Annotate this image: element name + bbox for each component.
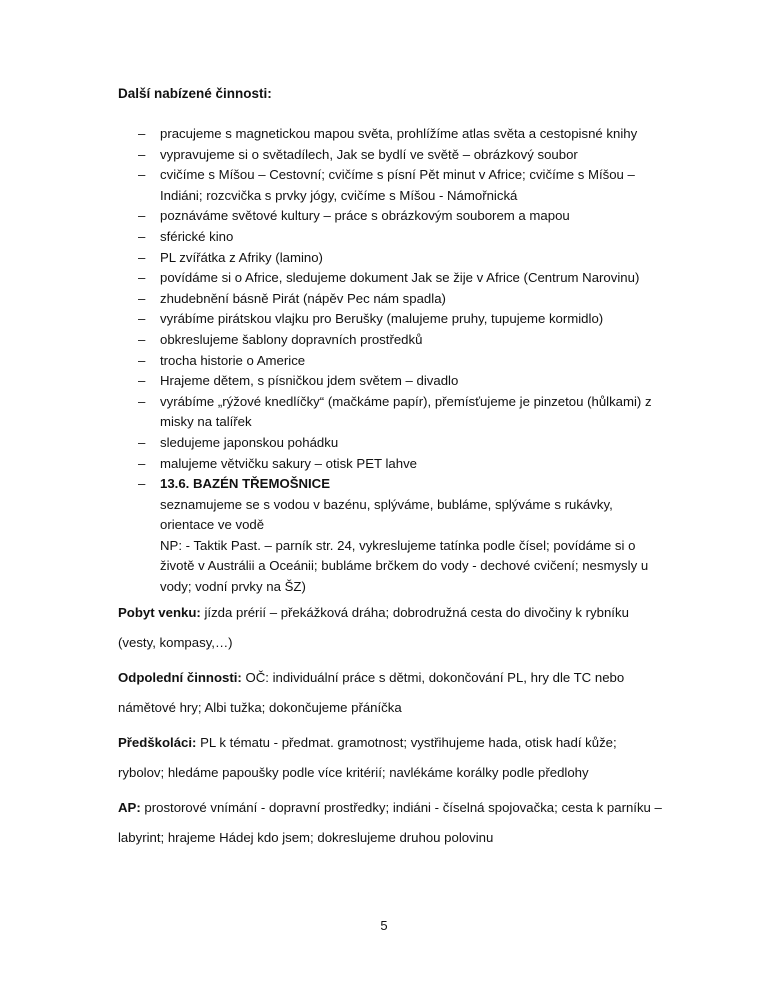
list-item-text: PL zvířátka z Afriky (lamino) xyxy=(160,249,323,265)
list-item xyxy=(138,206,668,227)
section-heading: Další nabízené činnosti: xyxy=(118,86,272,101)
list-item-text: Hrajeme dětem, s písničkou jdem světem – divadlo xyxy=(160,373,459,389)
bullet-dash: – xyxy=(138,249,146,265)
paragraph-ap xyxy=(118,793,663,852)
bullet-dash: – xyxy=(138,373,146,389)
bullet-dash: – xyxy=(138,167,146,183)
bullet-dash: – xyxy=(138,476,146,492)
list-item-text: obkreslujeme šablony dopravních prostředků xyxy=(160,331,423,347)
list-item-text: sférické kino xyxy=(160,228,234,244)
list-item-pool xyxy=(138,474,668,598)
paragraph-text: PL k tématu - předmat. gramotnost; vystřihujeme hada, otisk hadí kůže; rybolov; hledáme papoušky podle více kritérií; navlékáme korálky podle předlohy xyxy=(118,735,617,780)
bullet-dash: – xyxy=(138,290,146,306)
list-item-text: zhudebnění básně Pirát (nápěv Pec nám spadla) xyxy=(160,290,446,306)
page-number: 5 xyxy=(380,918,388,933)
list-item-text: vyrábíme „rýžové knedlíčky“ (mačkáme papír), přemísťujeme je pinzetou (hůlkami) z misky na talířek xyxy=(160,393,652,430)
paragraph-text: OČ: individuální práce s dětmi, dokončování PL, hry dle TC nebo námětové hry; Albi tužka; dokončujeme přáníčka xyxy=(118,670,625,715)
bullet-dash: – xyxy=(138,126,146,141)
paragraph-preschoolers xyxy=(118,728,663,787)
paragraph-text: prostorové vnímání - dopravní prostředky; indiáni - číselná spojovačka; cesta k parníku – labyrint; hrajeme Hádej kdo jsem; dokreslujeme druhou polovinu xyxy=(118,800,662,845)
list-item-text: povídáme si o Africe, sledujeme dokument Jak se žije v Africe (Centrum Narovinu) xyxy=(160,270,640,286)
list-item-text: vypravujeme si o světadílech, Jak se bydlí ve světě – obrázkový soubor xyxy=(160,146,578,162)
bullet-dash: – xyxy=(138,352,146,368)
list-item xyxy=(138,145,668,166)
list-item xyxy=(138,392,668,433)
paragraph-label: AP: xyxy=(118,800,141,815)
paragraph-label: Předškoláci: xyxy=(118,735,197,750)
bullet-dash: – xyxy=(138,393,146,409)
pool-text: seznamujeme se s vodou v bazénu, splýváme, bubláme, splýváme s rukávky, orientace ve vodě xyxy=(160,496,613,533)
paragraph-label: Pobyt venku: xyxy=(118,605,201,620)
list-item xyxy=(138,351,668,372)
list-item xyxy=(138,268,668,289)
list-item xyxy=(138,309,668,330)
list-item xyxy=(138,248,668,269)
bullet-dash: – xyxy=(138,434,146,450)
list-item xyxy=(138,433,668,454)
pool-title: 13.6. BAZÉN TŘEMOŠNICE xyxy=(160,476,331,492)
list-item-text: vyrábíme pirátskou vlajku pro Berušky (malujeme pruhy, tupujeme kormidlo) xyxy=(160,311,604,327)
bullet-dash: – xyxy=(138,146,146,162)
list-item xyxy=(138,454,668,475)
list-item xyxy=(138,165,668,206)
pool-np-text: NP: - Taktik Past. – parník str. 24, vykreslujeme tatínka podle čísel; povídáme si o životě v Austrálii a Oceánii; bubláme brčkem do vody - dechové cvičení; nesmysly u vody; vodní prvky na ŠZ) xyxy=(160,537,649,595)
activity-list xyxy=(138,124,668,598)
paragraph-outdoor xyxy=(118,598,663,657)
bullet-dash: – xyxy=(138,228,146,244)
list-item-text: malujeme větvičku sakury – otisk PET lahve xyxy=(160,455,418,471)
paragraph-text: jízda prérií – překážková dráha; dobrodružná cesta do divočiny k rybníku (vesty, kompasy,…) xyxy=(118,605,629,650)
bullet-dash: – xyxy=(138,208,146,224)
bullet-dash: – xyxy=(138,331,146,347)
paragraph-label: Odpolední činnosti: xyxy=(118,670,242,685)
list-item xyxy=(138,330,668,351)
list-item-text: cvičíme s Míšou – Cestovní; cvičíme s písní Pět minut v Africe; cvičíme s Míšou – Indiáni; rozcvička s prvky jógy, cvičíme s Míšou - Námořnická xyxy=(160,167,635,203)
list-item-text: pracujeme s magnetickou mapou světa, prohlížíme atlas světa a cestopisné knihy xyxy=(160,126,638,141)
list-item-text: poznáváme světové kultury – práce s obrázkovým souborem a mapou xyxy=(160,208,570,224)
list-item-text: trocha historie o Americe xyxy=(160,352,306,368)
bullet-dash: – xyxy=(138,455,146,471)
bullet-dash: – xyxy=(138,311,146,327)
list-item xyxy=(138,371,668,392)
list-item xyxy=(138,227,668,248)
list-item xyxy=(138,124,668,145)
list-item xyxy=(138,289,668,310)
bullet-dash: – xyxy=(138,270,146,286)
paragraph-afternoon xyxy=(118,663,663,722)
list-item-text: sledujeme japonskou pohádku xyxy=(160,434,339,450)
